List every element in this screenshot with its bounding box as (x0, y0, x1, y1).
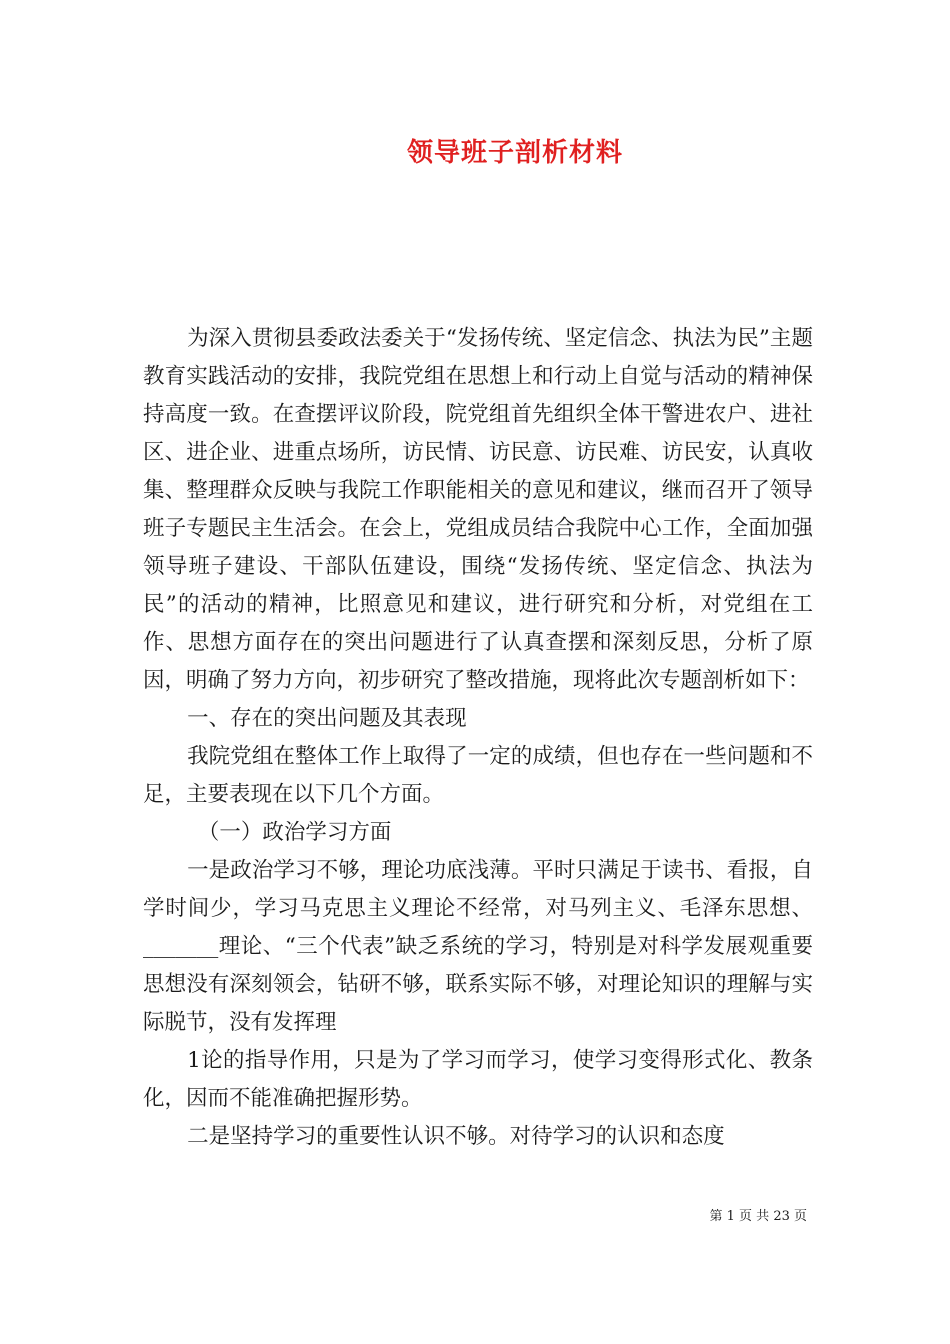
intro-paragraph: 为深入贯彻县委政法委关于“发扬传统、坚定信念、执法为民”主题教育实践活动的安排，我院党组在思想上和行动上自觉与活动的精神保持高度一致。在查摆评议阶段，院党组首先组织全体干警进农户、进社区、进企业、进重点场所，访民情、访民意、访民难、访民安，认真收集、整理群众反映与我院工作职能相关的意见和建议，继而召开了领导班子专题民主生活会。在会上，党组成员结合我院中心工作，全面加强领导班子建设、干部队伍建设，围绕“发扬传统、坚定信念、执法为民”的活动的精神，比照意见和建议，进行研究和分析，对党组在工作、思想方面存在的突出问题进行了认真查摆和深刻反思，分析了原因，明确了努力方向，初步研究了整改措施，现将此次专题剖析如下： (143, 326, 813, 693)
document-body (143, 320, 813, 1156)
point-one-paragraph: 一是政治学习不够，理论功底浅薄。平时只满足于读书、看报，自学时间少，学习马克思主义理论不经常，对马列主义、毛泽东思想、_______理论、“三个代表”缺乏系统的学习，特别是对科学发展观重要思想没有深刻领会，钻研不够，联系实际不够，对理论知识的理解与实际脱节，没有发挥理 (143, 858, 813, 1035)
point-one-continued-paragraph: 1论的指导作用，只是为了学习而学习，使学习变得形式化、教条化，因而不能准确把握形势。 (143, 1048, 813, 1111)
subsection-heading: （一）政治学习方面 (197, 820, 392, 845)
section-intro-paragraph: 我院党组在整体工作上取得了一定的成绩，但也存在一些问题和不足，主要表现在以下几个方面。 (143, 744, 813, 807)
document-title: 领导班子剖析材料 (406, 138, 623, 168)
page-number: 第 1 页 共 23 页 (709, 1209, 807, 1224)
point-two-paragraph: 二是坚持学习的重要性认识不够。对待学习的认识和态度 (187, 1124, 725, 1149)
section-heading: 一、存在的突出问题及其表现 (187, 706, 467, 731)
